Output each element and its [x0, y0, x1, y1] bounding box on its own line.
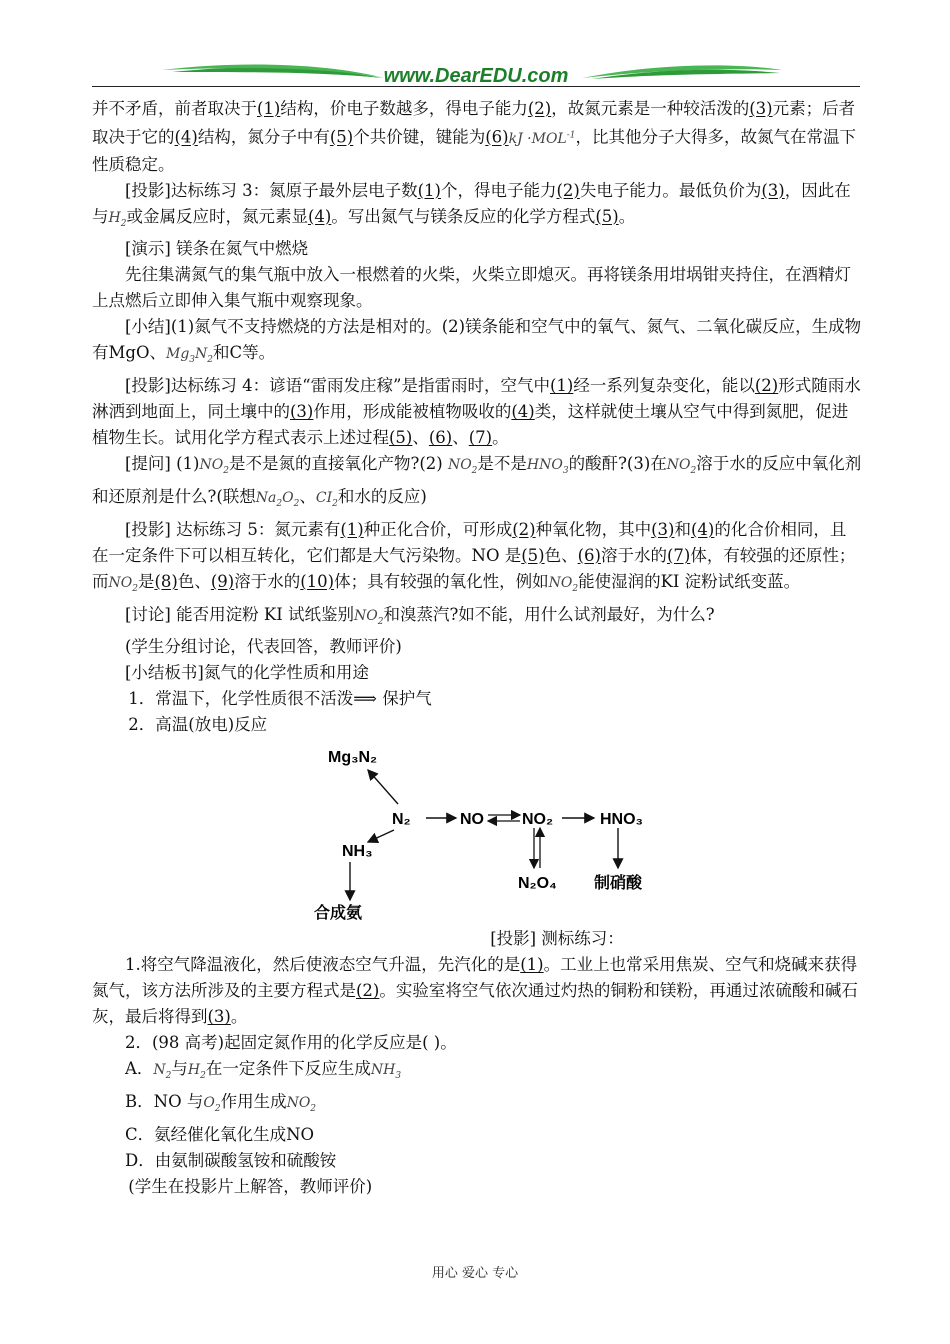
question-2: 2．(98 高考)起固定氮作用的化学反应是( )。: [125, 1033, 457, 1053]
paragraph-13: 2．高温(放电)反应: [128, 715, 268, 735]
paragraph-10: (学生分组讨论，代表回答，教师评价): [125, 637, 402, 657]
teacher-note: (学生在投影片上解答，教师评价): [128, 1177, 373, 1197]
paragraph-2: [投影]达标练习 3：氮原子最外层电子数(1)个，得电子能力(2)失电子能力。最低负价为(3)，因此在与$H_2$或金属反应时，氮元素显(4)。写出氮气与镁条反应的化学方程式(5)。: [92, 180, 851, 229]
paragraph-4: 先往集满氮气的集气瓶中放入一根燃着的火柴，火柴立即熄灭。再将镁条用坩埚钳夹持住，在酒精灯上点燃后立即伸入集气瓶中观察现象。: [92, 265, 851, 311]
diagram-mg3n2: Mg₃N₂: [328, 749, 378, 767]
paragraph-3: [演示] 镁条在氮气中燃烧: [125, 239, 309, 259]
paragraph-6: [投影]达标练习 4：谚语“雷雨发庄稼”是指雷雨时，空气中(1)经一系列复杂变化，能以(2)形式随雨水淋洒到地面上，同土壤中的(3)作用，形成能被植物吸收的(4)类，这样就使土壤从空气中得到氮肥，促进植物生长。试用化学方程式表示上述过程(5)、(6)、(7)。: [92, 376, 861, 448]
nitrogen-reaction-diagram: [92, 740, 862, 923]
paragraph-12: 1．常温下，化学性质很不活泼⟹ 保护气: [128, 689, 432, 709]
diagram-ammonia-synthesis: 合成氨: [314, 905, 363, 923]
option-b: B．NO 与$O_2$作用生成$NO_2$: [125, 1092, 317, 1115]
header-rule: [92, 86, 860, 87]
diagram-no2: NO₂: [522, 811, 554, 829]
document-body: [92, 96, 862, 1200]
paragraph-5: [小结](1)氮气不支持燃烧的方法是相对的。(2)镁条能和空气中的氧气、氮气、二氧化碳反应，生成物有MgO、$Mg_3N_2$和C等。: [92, 317, 862, 366]
arrow-n2-to-mg3n2: [368, 770, 398, 804]
section-title-test: [投影] 测标练习：: [490, 929, 624, 949]
diagram-nitric-acid: 制硝酸: [594, 875, 643, 893]
question-1: 1.将空气降温液化，然后使液态空气升温，先汽化的是(1)。工业上也常采用焦炭、空气和烧碱来获得氮气，该方法所涉及的主要方程式是(2)。实验室将空气依次通过灼热的铜粉和镁粉，再通过浓硫酸和碱石灰，最后将得到(3)。: [92, 955, 858, 1027]
paragraph-1: 并不矛盾，前者取决于(1)结构，价电子数越多，得电子能力(2)，故氮元素是一种较活泼的(3)元素；后者取决于它的(4)结构，氮分子中有(5)个共价键，键能为$(6)kJ \cdot MOL^{-1}$，比其他分子大得多，故氮气在常温下性质稳定。: [92, 99, 857, 174]
site-name: www.DearEDU.com: [383, 65, 569, 87]
option-d: D．由氨制碳酸氢铵和硫酸铵: [125, 1151, 337, 1171]
paragraph-8: [投影] 达标练习 5：氮元素有(1)种正化合价，可形成(2)种氧化物，其中(3)和(4)的化合价相同，且在一定条件下可以相互转化，它们都是大气污染物。NO 是(5)色、(6)溶于水的(7)体，有较强的还原性；而$NO_2$是(8)色、(9)溶于水的(10)体；具有较强的氧化性，例如$NO_2$能使湿润的KI 淀粉试纸变蓝。: [92, 519, 856, 594]
diagram-hno3: HNO₃: [600, 811, 643, 829]
page-footer: 用心 爱心 专心: [431, 1266, 519, 1281]
diagram-n2o4: N₂O₄: [518, 875, 557, 893]
paragraph-11: [小结板书]氮气的化学性质和用途: [125, 663, 369, 683]
paragraph-7: [提问] $(1)NO_2$是不是氮的直接氧化产物?(2) $NO_2$是不是$HNO_3$的酸酐?(3)在$NO_2$溶于水的反应中氧化剂和还原剂是什么?(联想$Na_2O_2$、$CI_2$和水的反应): [92, 454, 862, 509]
option-a: A．$N_2$与$H_2$在一定条件下反应生成$NH_3$: [125, 1059, 402, 1082]
diagram-n2: N₂: [392, 811, 411, 829]
arrow-n2-to-nh3: [368, 830, 394, 842]
diagram-nh3: NH₃: [342, 843, 373, 861]
option-c: C．氨经催化氧化生成NO: [125, 1125, 315, 1145]
paragraph-9: [讨论] 能否用淀粉 KI 试纸鉴别$NO_2$和溴蒸汽?如不能，用什么试剂最好，为什么?: [125, 604, 715, 627]
diagram-no: NO: [460, 811, 484, 829]
